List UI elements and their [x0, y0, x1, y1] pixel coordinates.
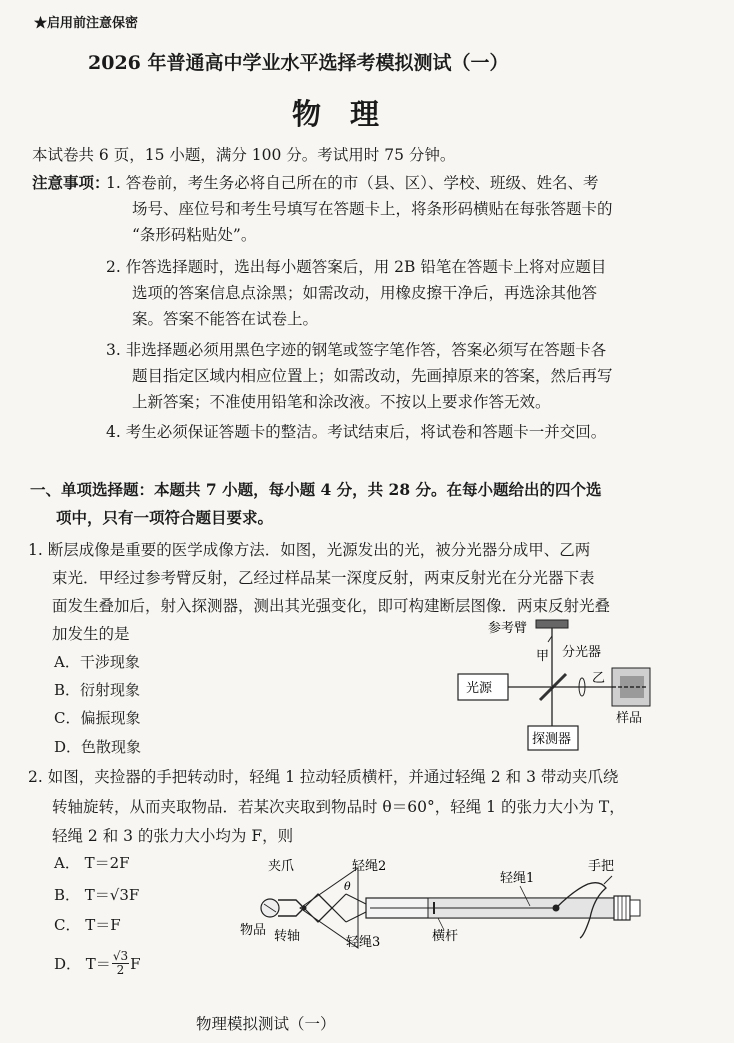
- q1-option-d: D．色散现象: [54, 738, 142, 756]
- svg-text:θ: θ: [344, 880, 351, 893]
- q2-stem-line: 2. 如图，夹捡器的手把转动时，轻绳 1 拉动轻质横杆，并通过轻绳 2 和 3 带动夹爪绕: [28, 768, 619, 786]
- q1-stem-line: 束光．甲经过参考臂反射，乙经过样品某一深度反射，两束反射光在分光器下表: [52, 569, 595, 587]
- notice-line: 场号、座位号和考生号填写在答题卡上，将条形码横贴在每张答题卡的: [132, 200, 613, 218]
- section-heading: 一、单项选择题：本题共 7 小题，每小题 4 分，共 28 分。在每小题给出的四个选: [30, 480, 602, 499]
- subject-title: 物 理: [292, 97, 380, 131]
- q2-option-a: A． T＝2F: [54, 854, 130, 872]
- q1-stem-line: 加发生的是: [52, 625, 130, 643]
- section-heading-cont: 项中，只有一项符合题目要求。: [56, 508, 274, 527]
- ref-arm-label: 参考臂: [488, 621, 528, 636]
- notice-label: 注意事项：: [32, 173, 110, 192]
- rope2-label: 轻绳2: [352, 859, 387, 874]
- notice-line: 1. 答卷前，考生务必将自己所在的市（县、区）、学校、班级、姓名、考: [106, 174, 599, 192]
- notice-line: 题目指定区域内相应位置上；如需改动，先画掉原来的答案，然后再写: [132, 367, 613, 385]
- notice-line: “条形码粘贴处”。: [132, 226, 257, 244]
- detector-label: 探测器: [532, 732, 572, 747]
- q2-option-d: D． T＝ √3 2 F: [54, 949, 141, 977]
- notice-line: 4. 考生必须保证答题卡的整洁。考试结束后，将试卷和答题卡一并交回。: [106, 423, 607, 441]
- q2-stem-line: 转轴旋转，从而夹取物品．若某次夹取到物品时 θ＝60°，轻绳 1 的张力大小为 T，: [52, 798, 625, 816]
- exam-intro: 本试卷共 6 页，15 小题，满分 100 分。考试用时 75 分钟。: [32, 146, 456, 164]
- sample-label: 样品: [616, 711, 643, 726]
- source-label: 光源: [466, 681, 493, 696]
- yi-label: 乙: [592, 671, 606, 686]
- rope1-label: 轻绳1: [500, 871, 535, 886]
- pivot-label: 转轴: [274, 929, 301, 944]
- splitter-label: 分光器: [562, 645, 602, 660]
- notice-line: 上新答案；不准使用铅笔和涂改液。不按以上要求作答无效。: [132, 393, 551, 411]
- bar-label: 横杆: [432, 929, 459, 944]
- q1-optics-diagram: [440, 612, 690, 762]
- handle-label: 手把: [588, 859, 615, 874]
- claw-label: 夹爪: [268, 859, 295, 874]
- q2-stem-line: 轻绳 2 和 3 的张力大小均为 F，则: [52, 827, 294, 845]
- q1-stem-line: 面发生叠加后，射入探测器，测出其光强变化，即可构建断层图像．两束反射光叠: [52, 597, 611, 615]
- notice-line: 案。答案不能答在试卷上。: [132, 310, 319, 328]
- rope3-label: 轻绳3: [346, 935, 381, 950]
- q2-option-c: C． T＝F: [54, 916, 121, 934]
- q1-option-a: A．干涉现象: [54, 653, 140, 671]
- q2-option-b: B． T＝√3F: [54, 886, 140, 904]
- notice-line: 2. 作答选择题时，选出每小题答案后，用 2B 铅笔在答题卡上将对应题目: [106, 258, 607, 276]
- page-footer: 物理模拟测试（一）: [196, 1015, 336, 1033]
- q2-grabber-diagram: [234, 846, 654, 954]
- exam-title: 2026 年普通高中学业水平选择考模拟测试（一）: [88, 52, 509, 74]
- notice-line: 3. 非选择题必须用黑色字迹的钢笔或签字笔作答，答案必须写在答题卡各: [106, 341, 607, 359]
- jia-label: 甲: [536, 649, 550, 664]
- notice-line: 选项的答案信息点涂黑；如需改动，用橡皮擦干净后，再选涂其他答: [132, 284, 598, 302]
- q1-stem-line: 1. 断层成像是重要的医学成像方法．如图，光源发出的光，被分光器分成甲、乙两: [28, 541, 591, 559]
- confidential-mark: ★启用前注意保密: [34, 16, 139, 31]
- item-label: 物品: [240, 923, 267, 938]
- q1-option-c: C．偏振现象: [54, 709, 141, 727]
- q1-option-b: B．衍射现象: [54, 681, 141, 699]
